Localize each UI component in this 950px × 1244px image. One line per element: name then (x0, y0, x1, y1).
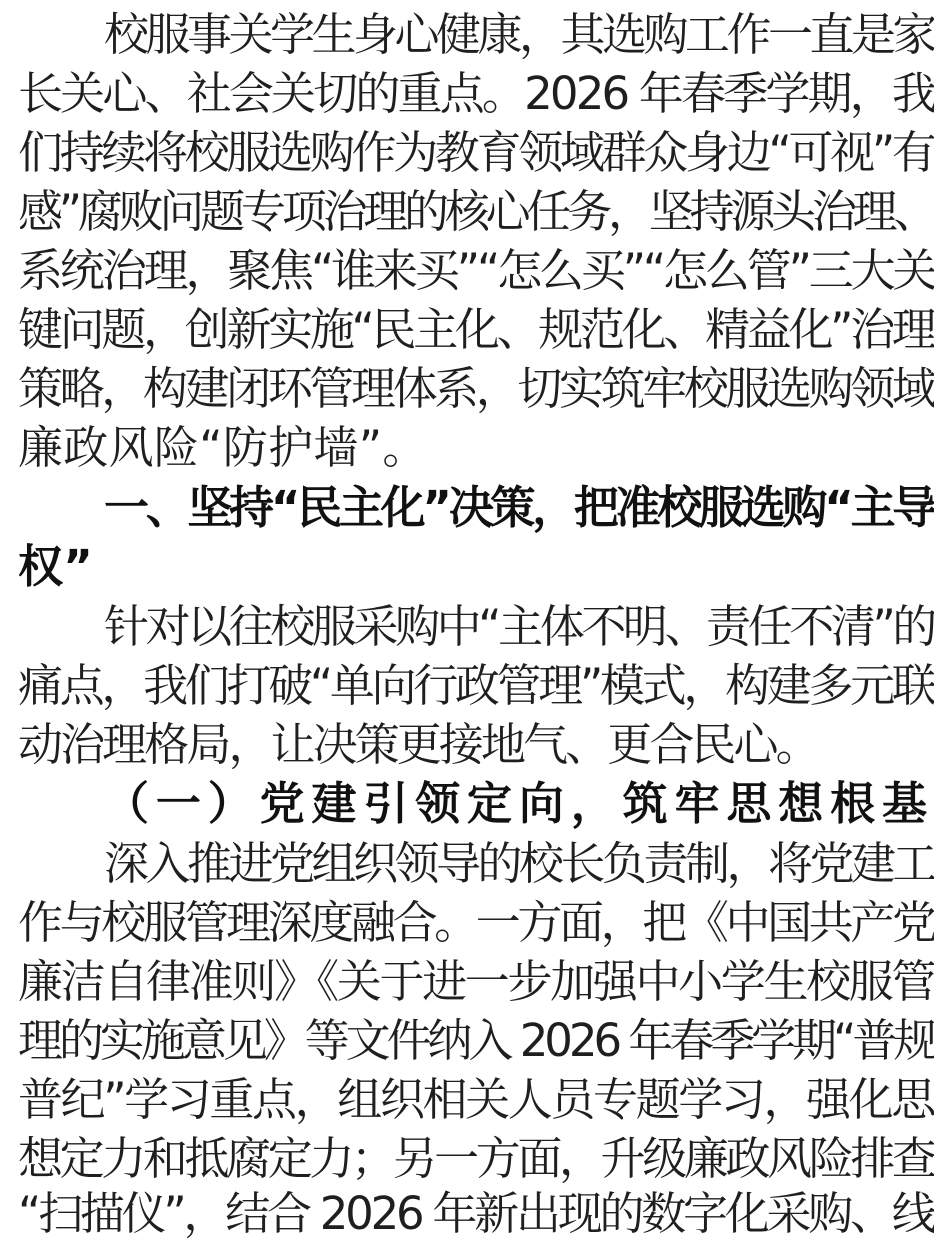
body-text-line: 动治理格局，让决策更接地气、更合民心。 (18, 718, 818, 771)
body-text-line: 痛点，我们打破“单向行政管理”模式，构建多元联 (18, 659, 934, 712)
body-text-line: 系统治理，聚焦“谁来买”“怎么买”“怎么管”三大关 (18, 244, 934, 297)
section-heading-continued: 权” (18, 540, 94, 593)
body-text-line: 理的实施意见》等文件纳入 2026 年春季学期“普规 (18, 1014, 934, 1067)
body-text-line: 策略，构建闭环管理体系，切实筑牢校服选购领域 (18, 362, 934, 415)
body-text-line: 深入推进党组织领导的校长负责制，将党建工 (104, 837, 934, 890)
body-text-line: 廉洁自律准则》《关于进一步加强中小学生校服管 (18, 955, 934, 1008)
body-text-line: 们持续将校服选购作为教育领域群众身边“可视”有 (18, 126, 934, 179)
body-text-line: 想定力和抵腐定力；另一方面，升级廉政风险排查 (18, 1132, 934, 1185)
body-text-line: 长关心、社会关切的重点。2026 年春季学期，我 (18, 67, 934, 120)
body-text-line: 廉政风险“防护墙”。 (18, 421, 428, 474)
subsection-heading: （一）党建引领定向，筑牢思想根基 (104, 777, 934, 830)
body-text-line: 作与校服管理深度融合。一方面，把《中国共产党 (18, 896, 934, 949)
body-text-line: 普纪”学习重点，组织相关人员专题学习，强化思 (18, 1073, 934, 1126)
body-text-line: 校服事关学生身心健康，其选购工作一直是家 (104, 8, 934, 61)
section-heading: 一、坚持“民主化”决策，把准校服选购“主导 (104, 481, 934, 534)
body-text-line: 感”腐败问题专项治理的核心任务，坚持源头治理、 (18, 185, 934, 238)
body-text-line: “扫描仪”，结合 2026 年新出现的数字化采购、线 (18, 1187, 934, 1240)
body-text-line: 键问题，创新实施“民主化、规范化、精益化”治理 (18, 303, 934, 356)
body-text-line: 针对以往校服采购中“主体不明、责任不清”的 (104, 600, 934, 653)
